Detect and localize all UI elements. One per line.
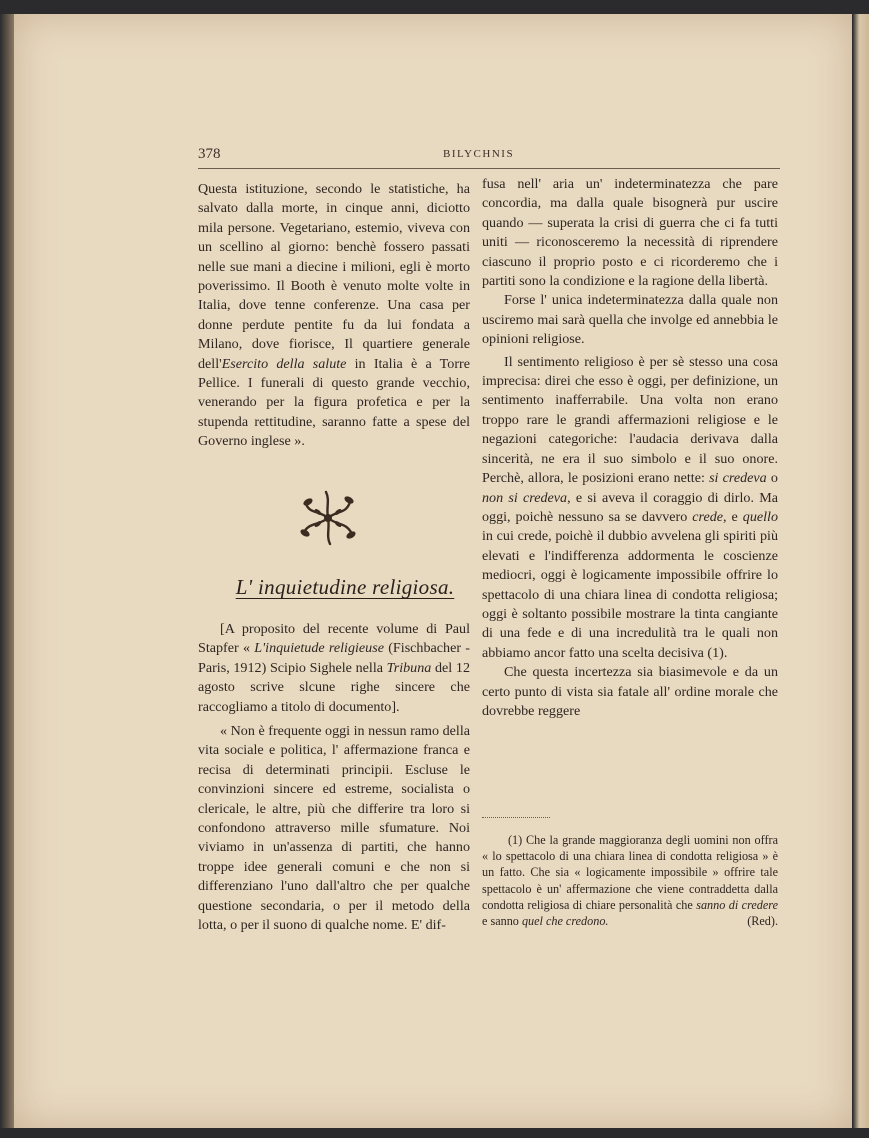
paragraph: Che questa incertezza sia biasimevole e da un certo punto di vista sia fatale all' ordine morale che dovrebbe reggere: [482, 664, 778, 719]
footnote-divider: [482, 817, 550, 818]
paragraph: Questa istituzione, secondo le statistiche, ha salvato dalla morte, in cinque anni, diciotto mila persone. Vegetariano, estemio, viveva con un scellino al giorno: benchè fossero passati nelle sue mani a diecine i milioni, egli è morto poverissimo. Il Booth è venuto molte volte in Italia, dove tenne conferenze. Una casa per donne perdute pentite fu da lui fondata a Milano, dove fiorisce, Il quartiere generale dell'Esercito della salute in Italia è a Torre Pellice. I funerali di questo grande vecchio, venerando per la figura profetica e per la stupenda rettitudine, saranno fatte a spese del Governo inglese ».: [198, 181, 470, 450]
intro-paragraph: [A proposito del recente volume di Paul Stapfer « L'inquietude religieuse (Fischbacher - Paris, 1912) Scipio Sighele nella Tribuna del 12 agosto scrive slcune righe sincere che raccogliamo a titolo di documento].: [198, 621, 470, 715]
header-rule: [198, 168, 780, 169]
floral-ornament-icon: [296, 488, 360, 548]
page-right-edge: [853, 14, 869, 1128]
footnote: (1) Che la grande maggioranza degli uomini non offra « lo spettacolo di una chiara linea di condotta religiosa » è un fatto. Che sia « logicamente impossibile » offrire tale spettacolo è un' affermazione che viene contraddetta dalla condotta religiosa di chiare personalità che sanno di credere e sanno quel che credono. (Red).: [482, 833, 778, 929]
running-title: BILYCHNIS: [443, 148, 515, 160]
editor-signature: (Red).: [747, 914, 778, 929]
paragraph: fusa nell' aria un' indeterminatezza che pare concordia, ma dalla quale bisognerà pur uscire quando — superata la crisi di guerra che ci fa tutti uniti — riconosceremo la necessità di riprendere ciascuno il proprio posto e ci ricorderemo che i partiti sono la condizione e la ragione della libertà.: [482, 176, 778, 290]
right-column: [482, 175, 778, 721]
paragraph: Forse l' unica indeterminatezza dalla quale non usciremo mai sarà quella che involge ed annebbia le opinioni religiose.: [482, 292, 778, 348]
left-column-top: [198, 180, 470, 452]
paragraph: Il sentimento religioso è per sè stesso una cosa imprecisa: direi che esso è oggi, per definizione, un sentimento inafferrabile. Una volta non erano troppo rare le grandi affermazioni religiose e le negazioni categoriche: l'audacia derivava dalla sincerità, ne era il suo simbolo e il suo onore. Perchè, allora, le posizioni erano nette: si credeva o non si credeva, e si aveva il coraggio di dirlo. Ma oggi, poichè nessuno sa se davvero crede, e quello in cui crede, poichè il dubbio avvelena gli spiriti più elevati e l'indifferenza addormenta le coscienze mediocri, oggi è logicamente impossibile offrire lo spettacolo di una chiara linea di condotta religiosa; oggi è soltanto possibile mostrare la tinta cangiante di una fede e di una incredulità tra le quali non abbiamo ancor fatto una scelta decisiva (1).: [482, 353, 779, 661]
left-column-bottom: [198, 620, 470, 936]
page-header: [198, 146, 780, 166]
quote-paragraph: « Non è frequente oggi in nessun ramo della vita sociale e politica, l' affermazione franca e recisa di determinati principii. Escluse le convinzioni sincere ed estreme, socialista o clericale, le altre, più che differire tra loro si confondono attraverso mille sfumature. Noi viviamo in un'assenza di partiti, che hanno troppe idee generali comuni e che non si differenziano l'uno dall'altro che per qualche questione secondaria, o per il metodo della lotta, o per il suono di qualche nome. E' dif-: [198, 723, 470, 934]
page-left-shadow: [0, 14, 14, 1128]
page-number: 378: [198, 146, 221, 162]
section-title: L' inquietudine religiosa.: [235, 575, 455, 599]
